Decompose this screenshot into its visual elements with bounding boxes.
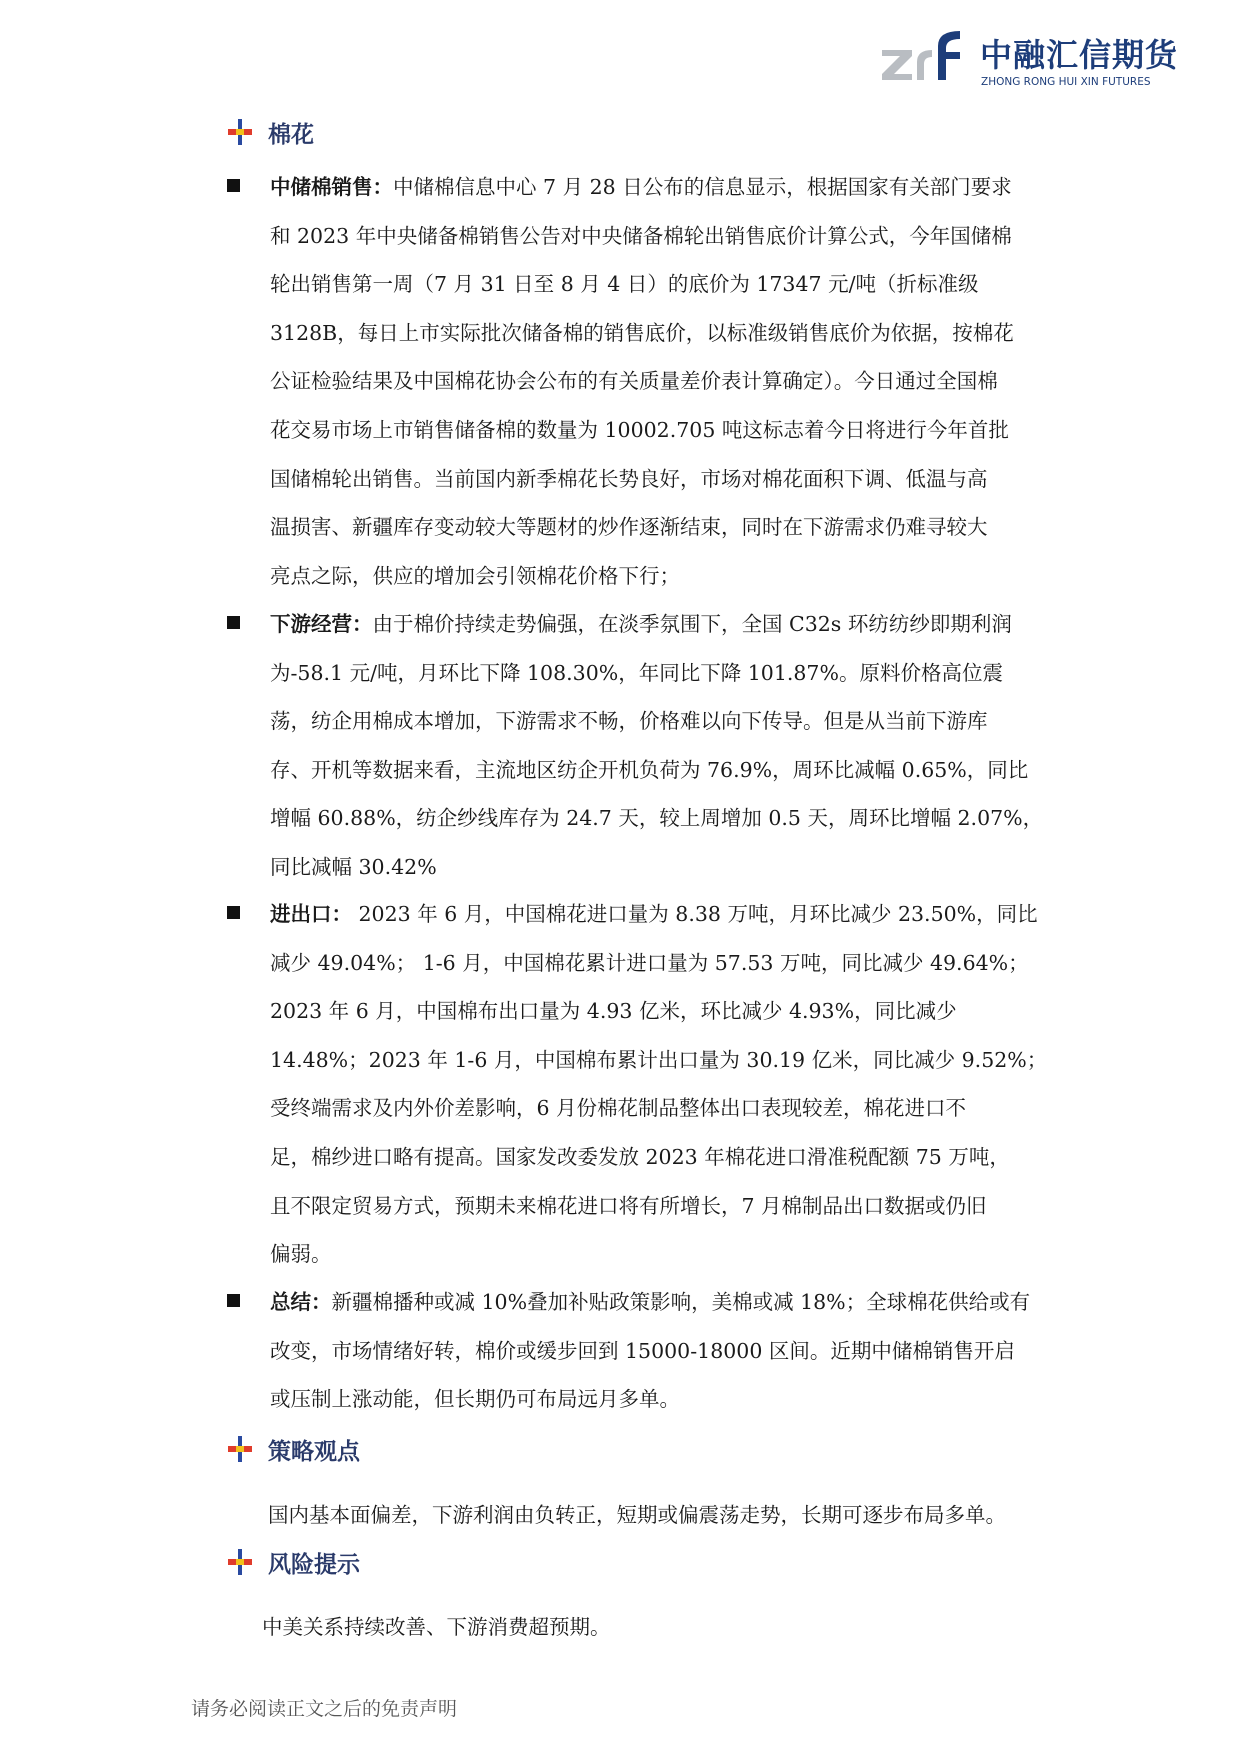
- disclaimer-footer: 请务必阅读正文之后的免责声明: [191, 1698, 458, 1720]
- list-item-text: 中储棉信息中心 7 月 28 日公布的信息显示，根据国家有关部门要求 和 2023 年中央储备棉销售公告对中央储备棉轮出销售底价计算公式，今年国储棉 轮出销售第一周（7 月 31 日至 8 月 4 日）的底价为 17347 元/吨（折标准级 3128B，每日上市实际批次储备棉的销售底价，以标准级销售底价为依据，按棉花 公证检验结果及中国棉花协会公布的有关质量差价表计算确定）。今日通过全国棉 花交易市场上市销售储备棉的数量为 10002.705 吨这标志着今日将进行今年首批 国储棉轮出销售。当前国内新季棉花长势良好，市场对棉花面积下调、低温与高 温损害、新疆库存变动较大等题材的炒作逐渐结束，同时在下游需求仍难寻较大 亮点之际，供应的增加会引领棉花价格下行；: [270, 175, 1014, 588]
- list-item-body: [270, 890, 1055, 1279]
- section-marker-icon: [226, 1435, 254, 1463]
- list-item-body: [270, 600, 1055, 892]
- section-title: 策略观点: [268, 1439, 360, 1465]
- bullet-square-icon: [227, 179, 240, 192]
- list-item-body: [270, 163, 1055, 600]
- section-marker-icon: [226, 1548, 254, 1576]
- company-logo: [880, 28, 1180, 92]
- logo-english-name: ZHONG RONG HUI XIN FUTURES: [981, 76, 1151, 88]
- zrf-logo-mark-icon: [880, 28, 980, 92]
- risk-paragraph: 中美关系持续改善、下游消费超预期。: [262, 1615, 611, 1639]
- section-title: 棉花: [268, 122, 314, 148]
- list-item-label: 进出口：: [270, 902, 352, 926]
- list-item-text: 2023 年 6 月，中国棉花进口量为 8.38 万吨，月环比减少 23.50%，同比 减少 49.04%； 1-6 月，中国棉花累计进口量为 57.53 万吨，同比减少 49.64%； 2023 年 6 月，中国棉布出口量为 4.93 亿米，环比减少 4.93%，同比减少 14.48%；2023 年 1-6 月，中国棉布累计出口量为 30.19 亿米，同比减少 9.52%； 受终端需求及内外价差影响，6 月份棉花制品整体出口表现较差，棉花进口不 足，棉纱进口略有提高。国家发改委发放 2023 年棉花进口滑准税配额 75 万吨， 且不限定贸易方式，预期未来棉花进口将有所增长，7 月棉制品出口数据或仍旧 偏弱。: [270, 902, 1048, 1267]
- list-item-text: 新疆棉播种或减 10%叠加补贴政策影响，美棉或减 18%；全球棉花供给或有 改变，市场情绪好转，棉价或缓步回到 15000-18000 区间。近期中储棉销售开启 或压制上涨动能，但长期仍可布局远月多单。: [270, 1290, 1031, 1412]
- bullet-square-icon: [227, 1294, 240, 1307]
- list-item-label: 下游经营：: [270, 612, 373, 636]
- list-item-label: 总结：: [270, 1290, 332, 1314]
- list-item-body: [270, 1278, 1055, 1424]
- section-title: 风险提示: [268, 1552, 360, 1578]
- strategy-paragraph: 国内基本面偏差，下游利润由负转正，短期或偏震荡走势，长期可逐步布局多单。: [268, 1503, 1006, 1527]
- bullet-square-icon: [227, 616, 240, 629]
- section-marker-icon: [226, 118, 254, 146]
- bullet-square-icon: [227, 906, 240, 919]
- logo-chinese-name: 中融汇信期货: [980, 36, 1179, 74]
- list-item-label: 中储棉销售：: [270, 175, 393, 199]
- list-item-text: 由于棉价持续走势偏强，在淡季氛围下，全国 C32s 环纺纺纱即期利润 为-58.1 元/吨，月环比下降 108.30%，年同比下降 101.87%。原料价格高位震 荡，纺企用棉成本增加，下游需求不畅，价格难以向下传导。但是从当前下游库 存、开机等数据来看，主流地区纺企开机负荷为 76.9%，周环比减幅 0.65%，同比 增幅 60.88%，纺企纱线库存为 24.7 天，较上周增加 0.5 天，周环比增幅 2.07%， 同比减幅 30.42%: [270, 612, 1044, 879]
